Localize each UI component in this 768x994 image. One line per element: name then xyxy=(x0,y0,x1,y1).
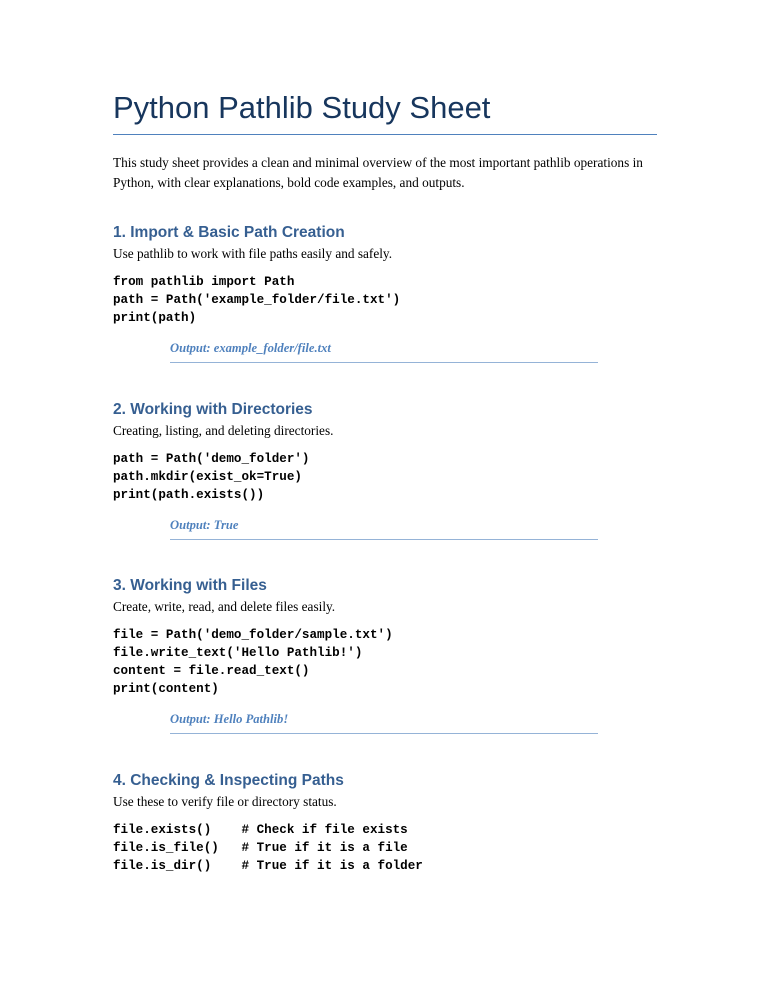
output-divider xyxy=(170,733,598,734)
code-line: path = Path('example_folder/file.txt') xyxy=(113,293,401,307)
code-line: print(path.exists()) xyxy=(113,488,265,502)
code-block xyxy=(113,450,673,504)
section-description: Use these to verify file or directory status. xyxy=(113,794,337,809)
output-text: Output: True xyxy=(170,518,239,532)
section-description: Creating, listing, and deleting directories. xyxy=(113,423,334,438)
section-description: Use pathlib to work with file paths easily and safely. xyxy=(113,246,393,261)
section-heading: 3. Working with Files xyxy=(113,577,267,594)
code-line: path.mkdir(exist_ok=True) xyxy=(113,470,302,484)
code-line: print(content) xyxy=(113,682,219,696)
code-line: path = Path('demo_folder') xyxy=(113,452,310,466)
intro-paragraph: This study sheet provides a clean and minimal overview of the most important pathlib operations in Python, with clear explanations, bold code examples, and outputs. xyxy=(113,155,643,190)
section-inspecting xyxy=(113,770,673,875)
section-description: Create, write, read, and delete files easily. xyxy=(113,599,336,614)
section-heading: 2. Working with Directories xyxy=(113,401,313,418)
section-directories xyxy=(113,399,673,540)
output-text: Output: Hello Pathlib! xyxy=(170,712,289,726)
code-line: file.is_file() # True if it is a file xyxy=(113,841,408,855)
code-line: content = file.read_text() xyxy=(113,664,310,678)
code-line: print(path) xyxy=(113,311,197,325)
code-line: file.write_text('Hello Pathlib!') xyxy=(113,646,363,660)
code-block xyxy=(113,626,673,698)
output-divider xyxy=(170,539,598,540)
page-title: Python Pathlib Study Sheet xyxy=(113,90,491,125)
code-block xyxy=(113,821,673,875)
title-divider xyxy=(113,134,657,135)
code-line: from pathlib import Path xyxy=(113,275,295,289)
code-line: file.exists() # Check if file exists xyxy=(113,823,408,837)
section-heading: 1. Import & Basic Path Creation xyxy=(113,224,345,241)
output-divider xyxy=(170,362,598,363)
code-line: file.is_dir() # True if it is a folder xyxy=(113,859,423,873)
code-line: file = Path('demo_folder/sample.txt') xyxy=(113,628,393,642)
section-files xyxy=(113,575,673,734)
code-block xyxy=(113,273,673,327)
output-text: Output: example_folder/file.txt xyxy=(170,341,331,355)
section-import xyxy=(113,222,673,363)
section-heading: 4. Checking & Inspecting Paths xyxy=(113,772,344,789)
